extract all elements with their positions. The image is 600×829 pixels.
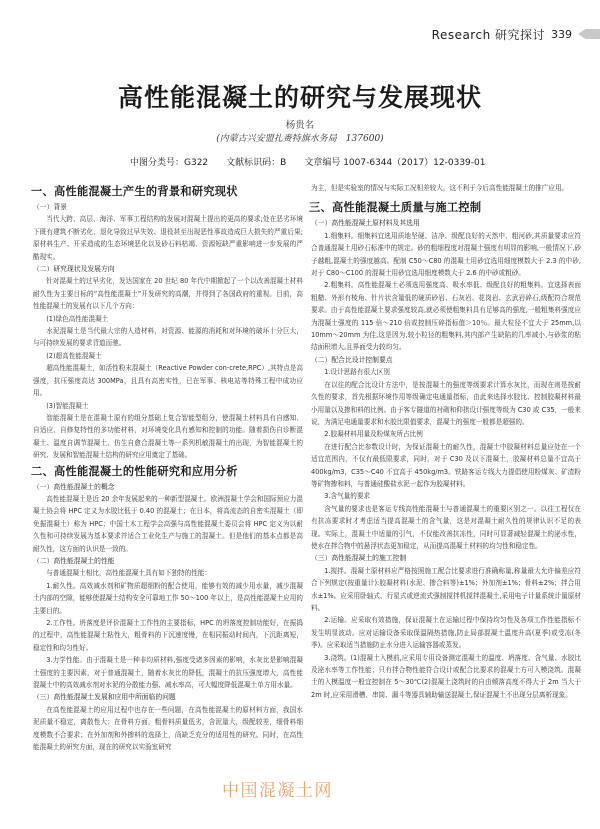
paragraph: 在以往的配合比设计方法中，是按混凝土的强度等级要求计算水灰比，而现在则是按耐久性的要求，首先根据环境作用等级确定电通量指标，由此来选择水胶比、控制胶凝材料最小用量以及掺和料的比例。由于客专隧道的衬砌和仰拱设计强度等级为 C30 或 C35，一般来说，为满足电通量要求和水胶比限值要求，混凝土的强度一般都是超强的。 — [311, 380, 581, 426]
paragraph: 1.细集料。细集料宜选用质地坚硬、洁净、级配良好的天然中、粗河砂,其质量要求应符合普通混凝土用砂石标准中的规定。砂的粗细程度对混凝土强度有明显的影响,一般情况下,砂子越粗,混凝土的强度越高。配制 C50～C80 的混凝土用砂宜选用细度模数大于 2.3 的中砂,对于 C80～C100 的混凝土用砂宜选用细度模数大于 2.6 的中砂或粗砂。 — [311, 231, 581, 278]
subsection-heading: （一）高性能混凝土原材料及其选用 — [311, 219, 420, 228]
document-code: 文献标识码：B — [226, 158, 287, 168]
right-column — [311, 182, 581, 701]
subsection-heading: （二）高性能混凝土的性能 — [33, 556, 115, 565]
paragraph: 3.浇筑。(1)混凝土入模前,应采用专用设备测定混凝土的温度、坍落度、含气量、水胶比及泌水率等工作性能；只有拌合物性能符合设计或配合比要求的混凝土方可入模浇筑。混凝土的入模温度一般宜控制在 5～30℃(2)混凝土浇筑时的自由倾落高度不得大于 2m 当大于 2m 时,应采用滑槽、串筒、漏斗等器具辅助输送混凝土,保证混凝土不出现分层离析现象。 — [311, 653, 581, 699]
section-heading: 三、高性能混凝土质量与施工控制 — [309, 201, 482, 215]
affiliation: (内蒙古兴安盟扎赉特旗水务局 137600) — [216, 134, 384, 144]
page-number: 339 — [551, 27, 572, 41]
list-item-heading: 2.胶凝材料用量及粉煤灰所占比例 — [324, 430, 423, 439]
paragraph: 针对混凝土的过早劣化，发达国家在 20 世纪 80 年代中期掀起了一个以改善混凝土材料耐久性为主要目标的“高性能混凝土”开发研究的高潮，并得到了各国政府的重视。目前，高性能混凝土的发展有以下几个方向： — [33, 277, 303, 311]
paragraph: 高性能混凝土是近 20 余年发展起来的一种新型混凝土。欧洲混凝土学会和国际预应力混凝土协会将 HPC 定义为水胶比低于 0.40 的混凝土；在日本，将高流态的自密实混凝土（即免振混凝土）称为 HPC；中国土木工程学会高强与高性能混凝土委员会将 HPC 定义为以耐久性和可持续发展为基本要求并适合工业化生产与施工的混凝土。但是他们的基本点都是高耐久性，这方面的认识是一致的。 — [33, 494, 303, 553]
list-item-heading: 3.含气量的要求 — [324, 492, 371, 501]
section-heading: 一、高性能混凝土产生的背景和研究现状 — [31, 185, 238, 198]
paragraph: 智能混凝土是在混凝土原有的组分基础上复合智能型组分，使混凝土材料具有自感知、自适应、自修复特性的多功能材料，对环境变化具有感知和控制的功能。随着损伤自诊断混凝土、温度自调节混凝土、仿生自愈合混凝土等一系列机敏混凝土的出现，为智能混凝土的研究、发展和智能混凝土结构的研究应用奠定了基础。 — [33, 413, 303, 460]
paragraph-continued: 为主，但是实验室的情况与实际工况相差较大，这不利于今后高性能混凝土的推广应用。 — [311, 184, 569, 192]
section-label: Research 研究探讨 — [431, 27, 545, 42]
watermark-logo-text: 中国混凝土网 — [222, 781, 333, 801]
paragraph: 在高性能混凝土的应用过程中也存在一些问题，在高性能混凝土的原材料方面，我国水泥质量不稳定，离散性大；在骨料方面，粗骨料质量低劣，含泥量大，级配较差，细骨料细度模数不合要求；在外加剂和外掺料的选择上，尚缺乏充分的适用性的研究。同时，在高性能混凝土的研究方面，现在的研究以实验室研究 — [33, 705, 303, 752]
paragraph: 3.力学性能。由于混凝土是一种非均质材料,强度受诸多因素的影响，水灰比是影响混凝土强度的主要因素，对于普通混凝土，随着水灰比的降低，混凝土的抗压强度增大，高性能混凝土中的高效减水剂对水泥的分散能力强、减水率高，可大幅度降低混凝土单方用水量。 — [33, 656, 303, 690]
list-item-heading: (2)超高性能混凝土 — [46, 351, 102, 360]
paragraph: 1.搅拌。混凝土原材料应严格按照施工配合比要求进行准确称量,称量最大允许偏差应符合下列规定(按重量计):胶凝材料(水泥、掺合料等)±1%；外加剂±1%；骨料±2%；拌合用水±1%。应采用卧轴式、行星式或逆流式强制搅拌机搅拌混凝土,采用电子计量系统计量原材料。 — [311, 566, 581, 612]
article-meta — [130, 155, 485, 168]
subsection-heading: （二）研究现状及发展方向 — [33, 265, 115, 274]
paragraph: 当代大跨、高层、海洋、军事工程结构的发展对混凝土提出的更高的要求;处在恶劣环境下既有建筑不断劣化、退化导致过早失效、退役甚至出现恶性事故造成巨大损失的严重后果;原材料生产、开采造成的生态环境恶化以及砂石料枯竭、资源短缺严重影响进一步发展的严酷现实。 — [33, 215, 303, 261]
paragraph: 含气量的要求也是客运专线高性能混凝土与普通混凝土的重要区别之一。以往工程仅在有抗冻要求时才考虑适当提高混凝土的含气量，这是对混凝土耐久性的规律认识不足的表现。实际上，混凝土中适量的引气，不仅能改善抗冻性，同时可显著减轻混凝土的泌水性，使水在拌合物中的悬浮状态更加稳定，从而提高混凝土材料的均匀性和稳定性。 — [311, 504, 581, 550]
paragraph: 水泥混凝土是当代最大宗的人造材料，对资源、能源的消耗和对环境的破坏十分巨大，与可持续发展的要求背道而驰。 — [33, 327, 303, 348]
list-item-heading: 1.设计思路有很大区别 — [324, 368, 390, 377]
paragraph: 超高性能混凝土，如活性粉末混凝土（Reactive Powder con-crete,RPC）,其特点是高强度，抗压强度高达 300MPa，且具有高密实性，已在军事、核电站等特殊工程中成功应用。 — [33, 364, 304, 398]
subsection-heading: （三）高性能混凝土发展和应用中所面临的问题 — [33, 693, 176, 702]
paragraph: 在进行配合比参数设计时，为保证混凝土的耐久性，混凝土中胶凝材料总量应处在一个适宜范围内，不仅有最低限要求，同时，对于 C30 及以下混凝土，胶凝材料总量不宜高于 400kg/m3，C35～C40 不宜高于 450kg/m3。铁路客运专线大力提倡使用粉煤灰、矿渣粉等矿物掺和料，与普通硅酸盐水泥一起作为胶凝材料。 — [311, 442, 581, 488]
paragraph: 与普通混凝土相比，高性能混凝土具有如下独特的性能： — [46, 569, 212, 578]
clc-number: 中图分类号：G322 — [130, 158, 209, 168]
section-heading: 二、高性能混凝土的性能研究和应用分析 — [31, 464, 238, 478]
subsection-heading: （三）高性能混凝土的施工控制 — [311, 554, 407, 563]
list-item-heading: (3)智能混凝土 — [46, 401, 89, 410]
page-tab-marker-icon — [578, 29, 600, 39]
subsection-heading: （一）背景 — [33, 203, 67, 211]
paragraph: 2.粗集料。高性能混凝土必须选用强度高、吸水率低、级配良好的粗集料。宜选择表面粗糙、外形有棱角、针片状含量低的硬质砂岩、石灰岩、花岗岩、玄武岩碎石,级配符合规范要求。由于高性能混凝土要求强度较高,就必须使粗集料具有足够高的强度,一般粗集料强度应为混凝土强度的 115 倍～210 倍或控制压碎指标值＞10％。最大粒径不宜大于 25mm,以 10mm～20mm 为佳,这是因为,较小粒径的粗集料,其内部产生缺陷的几率减小,与砂浆的粘结面积增大,且界面受力较均匀。 — [311, 281, 581, 352]
running-header — [432, 26, 600, 42]
list-item-heading: (1)绿色高性能混凝土 — [46, 314, 109, 323]
author: 杨贵名 — [285, 120, 315, 131]
paragraph: 1.耐久性。高效减水剂和矿物质超细粉的配合使用，能够有效的减少用水量，减少混凝土内部的空隙，能够使混凝土结构安全可靠地工作 50～100 年以上，是高性能混凝土应用的主要目的。 — [33, 581, 303, 615]
paragraph: 2.运输。应采取有效措施，保证混凝土在运输过程中保持均匀性及各项工作性能指标不发生明显波动。应对运输设备采取保温隔热措施,防止局部混凝土温度升高(夏季)或受冻(冬季)。应采取适当措施防止水分进入运输容器或蒸发。 — [311, 616, 581, 650]
subsection-heading: （一）高性能混凝土的概念 — [33, 482, 115, 491]
article-title: 高性能混凝土的研究与发展现状 — [117, 83, 482, 112]
subsection-heading: （二）配合比设计控制要点 — [311, 355, 393, 364]
paragraph: 2.工作性。坍落度是评价混凝土工作性的主要指标，HPC 的坍落度控制功能好，在振捣的过程中，高性能混凝土粘性大，粗骨料的下沉速度慢，在相同振动时间内，下沉距离短，稳定性和均匀性好。 — [33, 619, 303, 652]
left-column — [33, 182, 303, 753]
article-number: 文章编号 1007-6344（2017）12-0339-01 — [304, 158, 486, 168]
